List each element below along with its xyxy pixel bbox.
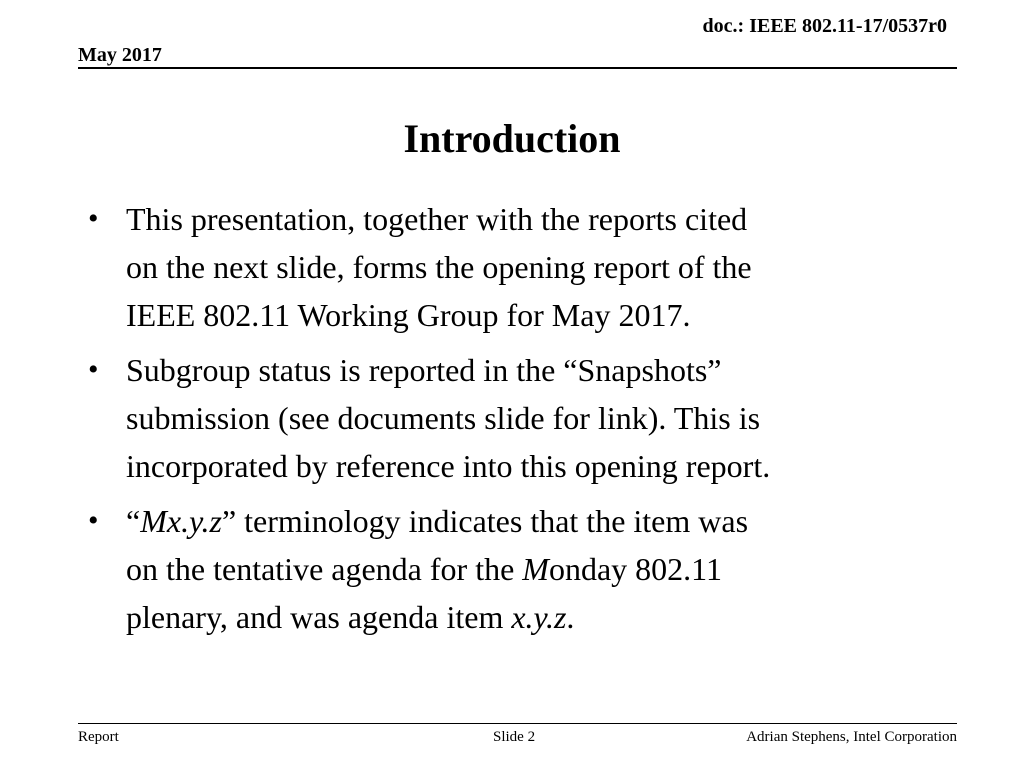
line-text: .	[566, 599, 575, 635]
document-id: doc.: IEEE 802.11-17/0537r0	[702, 15, 947, 37]
bullet-list	[84, 195, 954, 648]
bullet-text-line: submission (see documents slide for link). This is	[126, 400, 761, 436]
bullet-item-1	[84, 195, 954, 339]
bullet-icon: •	[88, 504, 99, 537]
bullet-text-line	[126, 593, 954, 641]
bullet-text-line: on the next slide, forms the opening report of the	[126, 249, 752, 285]
slide-number: Slide 2	[493, 729, 536, 745]
bullet-text-line: IEEE 802.11 Working Group for May 2017.	[126, 297, 691, 333]
bullet-text-line: incorporated by reference into this opening report.	[126, 448, 771, 484]
agenda-item-term: x.y.z	[511, 599, 567, 635]
bullet-item-3	[84, 497, 954, 641]
bullet-text-line: This presentation, together with the reports cited	[126, 201, 748, 237]
line-text: on the tentative agenda for the	[126, 551, 523, 587]
footer-report-label: Report	[78, 729, 119, 745]
open-quote: “	[126, 503, 141, 539]
bullet-text-line	[126, 497, 954, 545]
author-affiliation: Adrian Stephens, Intel Corporation	[746, 729, 957, 745]
header-divider	[78, 67, 957, 69]
footer-divider	[78, 723, 957, 724]
line-text: onday 802.11	[548, 551, 722, 587]
agenda-term: Mx.y.z	[140, 503, 222, 539]
bullet-text-line: Subgroup status is reported in the “Snapshots”	[126, 352, 722, 388]
bullet-item-2	[84, 346, 954, 490]
bullet-icon: •	[88, 202, 99, 235]
slide-title: Introduction	[403, 116, 621, 161]
bullet-icon: •	[88, 353, 99, 386]
bullet-text-line	[126, 545, 954, 593]
monday-initial: M	[522, 551, 549, 587]
document-date: May 2017	[78, 44, 162, 66]
line-text: ” terminology indicates that the item was	[221, 503, 749, 539]
line-text: plenary, and was agenda item	[126, 599, 512, 635]
